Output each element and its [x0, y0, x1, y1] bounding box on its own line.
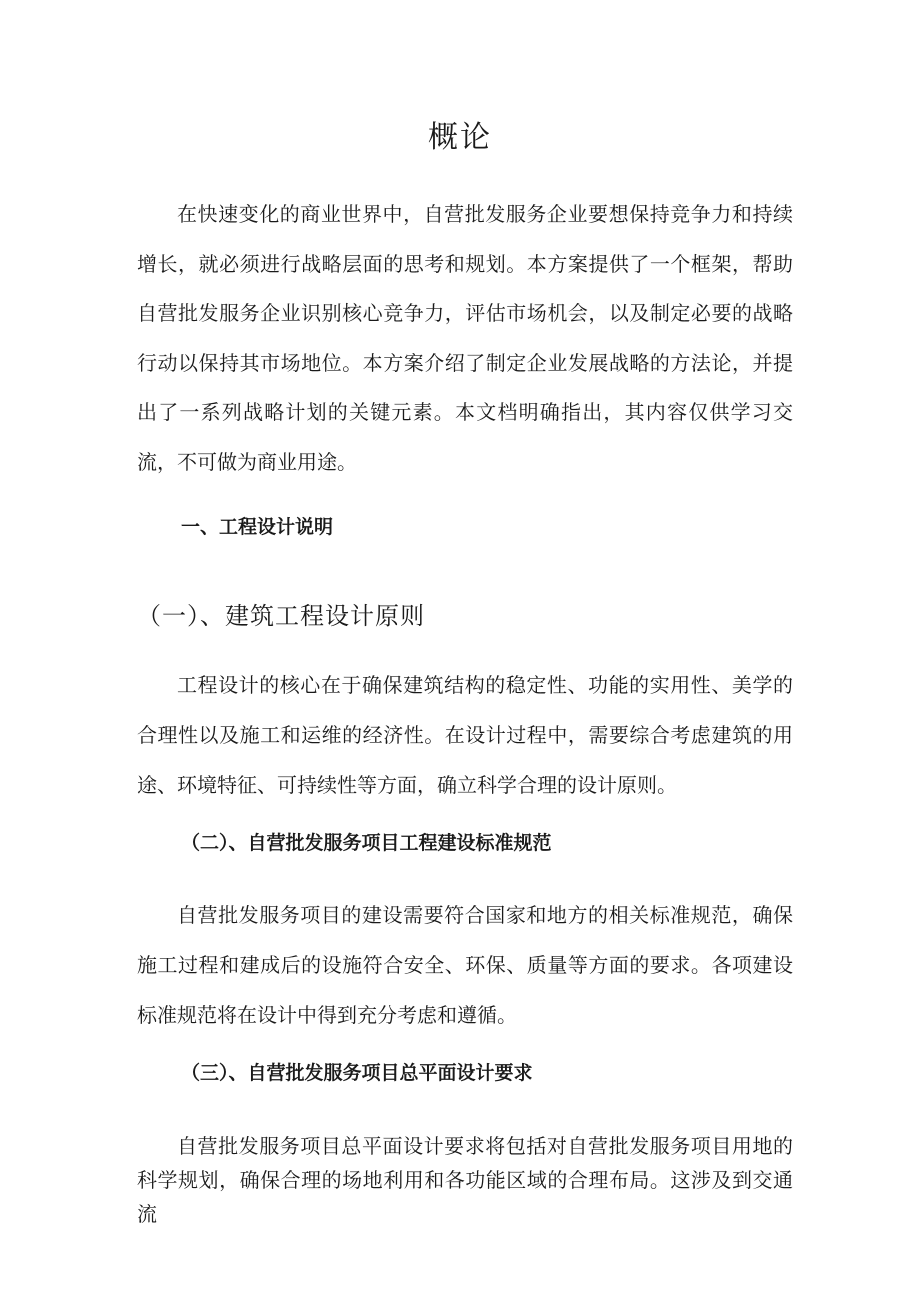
intro-paragraph: 在快速变化的商业世界中，自营批发服务企业要想保持竞争力和持续增长，就必须进行战略层面的思考和规划。本方案提供了一个框架，帮助自营批发服务企业识别核心竞争力，评估市场机会，以及制定必要的战略行动以保持其市场地位。本方案介绍了制定企业发展战略的方法论，并提出了一系列战略计划的关键元素。本文档明确指出，其内容仅供学习交流，不可做为商业用途。: [137, 202, 793, 474]
subsection-body-2: 自营批发服务项目的建设需要符合国家和地方的相关标准规范，确保施工过程和建成后的设施符合安全、环保、质量等方面的要求。各项建设标准规范将在设计中得到充分考虑和遵循。: [137, 903, 793, 1027]
subsection-body-1: 工程设计的核心在于确保建筑结构的稳定性、功能的实用性、美学的合理性以及施工和运维的经济性。在设计过程中，需要综合考虑建筑的用途、环境特征、可持续性等方面，确立科学合理的设计原则。: [137, 673, 793, 797]
page-title: 概论: [428, 120, 492, 155]
subsection-heading-2: （二）、自营批发服务项目工程建设标准规范: [181, 832, 552, 854]
section-heading: 一、工程设计说明: [181, 516, 334, 538]
subsection-heading-3: （三）、自营批发服务项目总平面设计要求: [181, 1062, 533, 1084]
subsection-heading-1: （一）、建筑工程设计原则: [137, 602, 425, 630]
subsection-body-3: 自营批发服务项目总平面设计要求将包括对自营批发服务项目用地的科学规划，确保合理的场地利用和各功能区域的合理布局。这涉及到交通流: [137, 1134, 793, 1226]
